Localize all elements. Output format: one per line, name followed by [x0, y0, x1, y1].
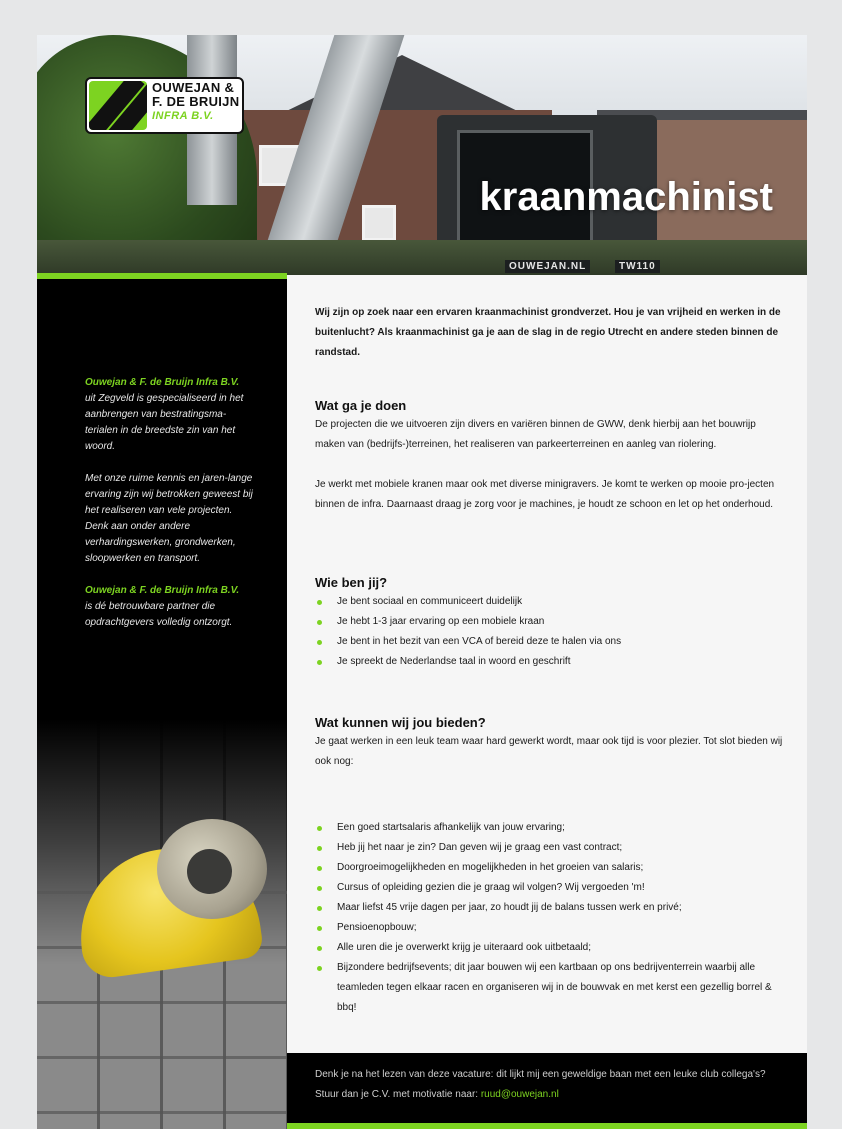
section-wat-kunnen-wij-bieden — [315, 714, 785, 1018]
section-paragraph: Je gaat werken in een leuk team waar hard gewerkt wordt, maar ook tijd is voor plezier. Tot slot bieden wij ook nog: — [315, 736, 783, 767]
list-item: Bijzondere bedrijfsevents; dit jaar bouwen wij een kartbaan op ons bedrijventerrein waarbij alle teamleden tegen elkaar racen en organiseren wij in de bouwvak en met kerst een gezellig borrel & bbq! — [315, 958, 785, 1018]
list-item: Cursus of opleiding gezien die je graag wil volgen? Wij vergoeden 'm! — [315, 878, 785, 898]
sidebar-text: is dé betrouwbare partner die opdrachtgevers volledig ontzorgt. — [85, 601, 233, 628]
sidebar-text: Met onze ruime kennis en jaren-lange ervaring zijn wij betrokken geweest bij het realiseren van vele projecten. Denk aan onder andere verhardingswerken, grondwerken, sloopwerken en transport. — [85, 473, 253, 564]
list-item: Maar liefst 45 vrije dagen per jaar, zo houdt jij de balans tussen werk en privé; — [315, 898, 785, 918]
section-heading: Wat ga je doen — [315, 398, 407, 413]
footer — [287, 1053, 807, 1123]
company-logo — [85, 77, 244, 134]
vacancy-page — [37, 35, 807, 1129]
footer-prefix: Stuur dan je C.V. met motivatie naar: — [315, 1089, 481, 1100]
list-item: Je bent sociaal en communiceert duidelijk — [315, 592, 785, 612]
benefits-list — [315, 818, 785, 1018]
section-paragraph: De projecten die we uitvoeren zijn divers en variëren binnen de GWW, denk hierbij aan het bouwrijp maken van (bedrijfs-)terreinen, het realiseren van parkeerterreinen en aanleg van riolering. — [315, 419, 756, 450]
section-paragraph: Je werkt met mobiele kranen maar ook met diverse minigravers. Je komt te werken op mooie pro-jecten binnen de infra. Daarnaast draag je zorg voor je machines, je houdt ze schoon en let op het onderhoud. — [315, 479, 775, 510]
intro-section — [315, 303, 785, 363]
requirements-list — [315, 592, 785, 672]
sidebar-paragraph — [85, 471, 255, 567]
intro-text: Wij zijn op zoek naar een ervaren kraanmachinist grondverzet. Hou je van vrijheid en werken in de buitenlucht? Als kraanmachinist ga je aan de slag in de regio Utrecht en andere steden binnen de randstad. — [315, 307, 781, 358]
list-item: Je hebt 1-3 jaar ervaring op een mobiele kraan — [315, 612, 785, 632]
footer-line — [315, 1085, 795, 1105]
section-wie-ben-jij — [315, 574, 785, 672]
list-item: Doorgroeimogelijkheden en mogelijkheden in het groeien van salaris; — [315, 858, 785, 878]
logo-line-2: F. DE BRUIJN — [152, 94, 240, 109]
logo-line-1: OUWEJAN & — [152, 80, 235, 95]
list-item: Pensioenopbouw; — [315, 918, 785, 938]
list-item: Alle uren die je overwerkt krijg je uiteraard ook uitbetaald; — [315, 938, 785, 958]
logo-text — [152, 81, 239, 123]
ground — [37, 240, 807, 275]
sidebar-paragraph — [85, 583, 255, 631]
section-wat-ga-je-doen — [315, 397, 785, 515]
earmuff-center — [187, 849, 232, 894]
sidebar — [37, 279, 287, 1129]
logo-mark — [89, 81, 147, 130]
company-description — [85, 375, 255, 647]
machine-plate: OUWEJAN.NL — [505, 260, 590, 273]
house-window — [362, 205, 396, 241]
section-heading: Wie ben jij? — [315, 575, 388, 590]
section-heading: Wat kunnen wij jou bieden? — [315, 715, 486, 730]
sidebar-text: uit Zegveld is gespecialiseerd in het aanbrengen van bestratingsma-terialen in de breedste zin van het woord. — [85, 393, 244, 452]
list-item: Heb jij het naar je zin? Dan geven wij je graag een vast contract; — [315, 838, 785, 858]
company-name: Ouwejan & F. de Bruijn Infra B.V. — [85, 585, 240, 596]
sidebar-paragraph — [85, 375, 255, 455]
email-link[interactable]: ruud@ouwejan.nl — [480, 1089, 559, 1100]
list-item: Je spreekt de Nederlandse taal in woord en geschrift — [315, 652, 785, 672]
logo-line-3: INFRA B.V. — [152, 110, 214, 122]
list-item: Een goed startsalaris afhankelijk van jouw ervaring; — [315, 818, 785, 838]
page-title: kraanmachinist — [479, 175, 773, 219]
list-item: Je bent in het bezit van een VCA of bereid deze te halen via ons — [315, 632, 785, 652]
company-name: Ouwejan & F. de Bruijn Infra B.V. — [85, 377, 240, 388]
footer-text — [315, 1065, 795, 1105]
machine-plate: TW110 — [615, 260, 660, 273]
header-photo — [37, 35, 807, 275]
footer-line: Denk je na het lezen van deze vacature: dit lijkt mij een geweldige baan met een leuke club collega's? — [315, 1069, 766, 1080]
accent-bar — [287, 1123, 807, 1129]
